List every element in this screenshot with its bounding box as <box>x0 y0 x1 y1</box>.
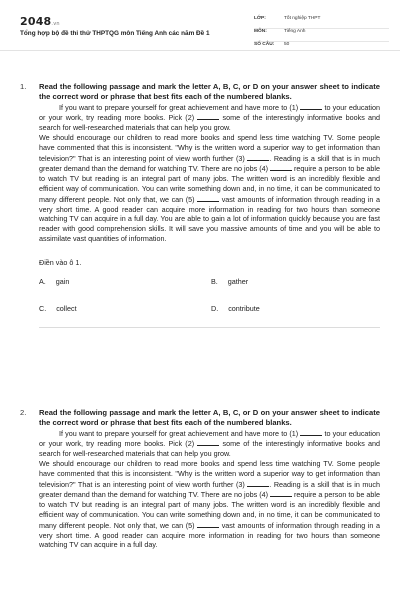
logo-suffix: .vn <box>51 21 60 27</box>
meta-row-subject <box>254 29 389 42</box>
reading-passage <box>39 428 380 551</box>
option-text: gather <box>227 276 249 286</box>
option-text: gain <box>55 276 70 286</box>
fill-prompt: Điền vào ô 1. <box>39 257 82 267</box>
meta-value: 50 <box>284 42 290 47</box>
option-letter: C. <box>39 303 47 313</box>
passage-text: to your education or your work, try reading more books. Pick (2) <box>39 428 381 449</box>
meta-key: LỚP: <box>254 16 266 21</box>
question-2 <box>20 408 380 550</box>
passage-paragraph <box>39 428 380 459</box>
passage-text: If you want to prepare yourself for great achievement and have more to (1) <box>59 102 299 112</box>
passage-text: to your education or your work, try reading more books. Pick (2) <box>39 102 381 123</box>
option-b[interactable] <box>211 277 383 286</box>
passage-paragraph <box>39 133 380 244</box>
exam-title: Tổng hợp bộ đề thi thử THPTQG môn Tiếng Anh các năm Đề 1 <box>20 30 210 37</box>
option-d[interactable] <box>211 304 383 313</box>
blank-5 <box>197 194 219 202</box>
logo-text: 2048 <box>20 15 52 28</box>
option-letter: B. <box>211 276 218 286</box>
passage-text: We should encourage our children to read more books and spend less time watching TV. Some people have commented that this is inconsistent. "Why is the written word a superior way to get information than television?" That is an interesting point of view worth further (3) <box>39 458 380 489</box>
divider <box>39 327 380 328</box>
reading-passage <box>39 102 380 244</box>
passage-text: We should encourage our children to read more books and spend less time watching TV. Some people have commented that this is inconsistent. "Why is the written word a superior way to get information than television?" That is an interesting point of view worth further (3) <box>39 132 380 163</box>
passage-text: some of the interestingly informative books and search for well-researched materials that can help you grow. <box>39 113 381 133</box>
option-a[interactable] <box>39 277 211 286</box>
question-instruction: Read the following passage and mark the letter A, B, C, or D on your answer sheet to indicate the correct word or phrase that best fits each of the numbered blanks. <box>39 82 380 101</box>
passage-text: If you want to prepare yourself for great achievement and have more to (1) <box>59 428 299 438</box>
question-number: 2. <box>20 408 27 417</box>
option-text: contribute <box>228 303 260 313</box>
blank-4 <box>270 489 292 497</box>
meta-value: Tiếng Anh <box>284 29 306 34</box>
passage-paragraph <box>39 102 380 133</box>
blank-3 <box>247 479 269 487</box>
blank-5 <box>197 520 219 528</box>
question-number: 1. <box>20 82 27 91</box>
option-c[interactable] <box>39 304 211 313</box>
passage-text: . Reading is a skill that is in much greater demand than the demand for watching TV. There are no jobs (4) <box>39 153 380 174</box>
meta-row-class <box>254 16 389 29</box>
option-letter: D. <box>211 303 219 313</box>
option-text: collect <box>56 303 77 313</box>
meta-row-count <box>254 42 389 54</box>
passage-text: require a person to be able to watch TV but reading is an integral part of many jobs. The written word is an incredibly flexible and efficient way of communication. You can write something down and, in no time, it can be communicated to many different people. Not only that, we can (5) <box>39 164 380 204</box>
blank-2 <box>197 112 219 120</box>
passage-paragraph <box>39 459 380 550</box>
meta-key: MÔN: <box>254 29 267 34</box>
question-body <box>39 82 380 328</box>
blank-1 <box>300 102 322 110</box>
option-letter: A. <box>39 276 46 286</box>
blank-2 <box>197 438 219 446</box>
site-logo[interactable] <box>20 15 60 28</box>
question-1 <box>20 82 380 328</box>
blank-4 <box>270 163 292 171</box>
question-instruction: Read the following passage and mark the letter A, B, C, or D on your answer sheet to indicate the correct word or phrase that best fits each of the numbered blanks. <box>39 408 380 427</box>
page-header <box>0 0 400 51</box>
passage-text: vast amounts of information through reading in a very short time. A good reader can acquire more information in reading for two hours than someone watching TV can acquire in a full day. You are able to gain a lot of information quickly because you are fast reader with good comprehension skills. It will save you massive amounts of time and you will be able to assimilate vast quantities of information. <box>39 194 380 243</box>
blank-1 <box>300 428 322 436</box>
meta-value: Tốt nghiệp THPT <box>284 16 321 21</box>
exam-meta <box>254 16 389 54</box>
answer-options <box>39 277 380 313</box>
blank-3 <box>247 153 269 161</box>
passage-text: require a person to be able to watch TV but reading is an integral part of many jobs. The written word is an incredibly flexible and efficient way of communication. You can write something down and, in no time, it can be communicated to many different people. Not only that, we can (5) <box>39 490 380 530</box>
passage-text: . Reading is a skill that is in much greater demand than the demand for watching TV. There are no jobs (4) <box>39 479 380 500</box>
passage-text: vast amounts of information through reading in a very short time. A good reader can acquire more information in reading for two hours than someone watching TV can acquire in a full day. <box>39 520 380 550</box>
question-body <box>39 408 380 550</box>
passage-text: some of the interestingly informative books and search for well-researched materials that can help you grow. <box>39 439 381 459</box>
meta-key: SỐ CÂU: <box>254 42 275 47</box>
